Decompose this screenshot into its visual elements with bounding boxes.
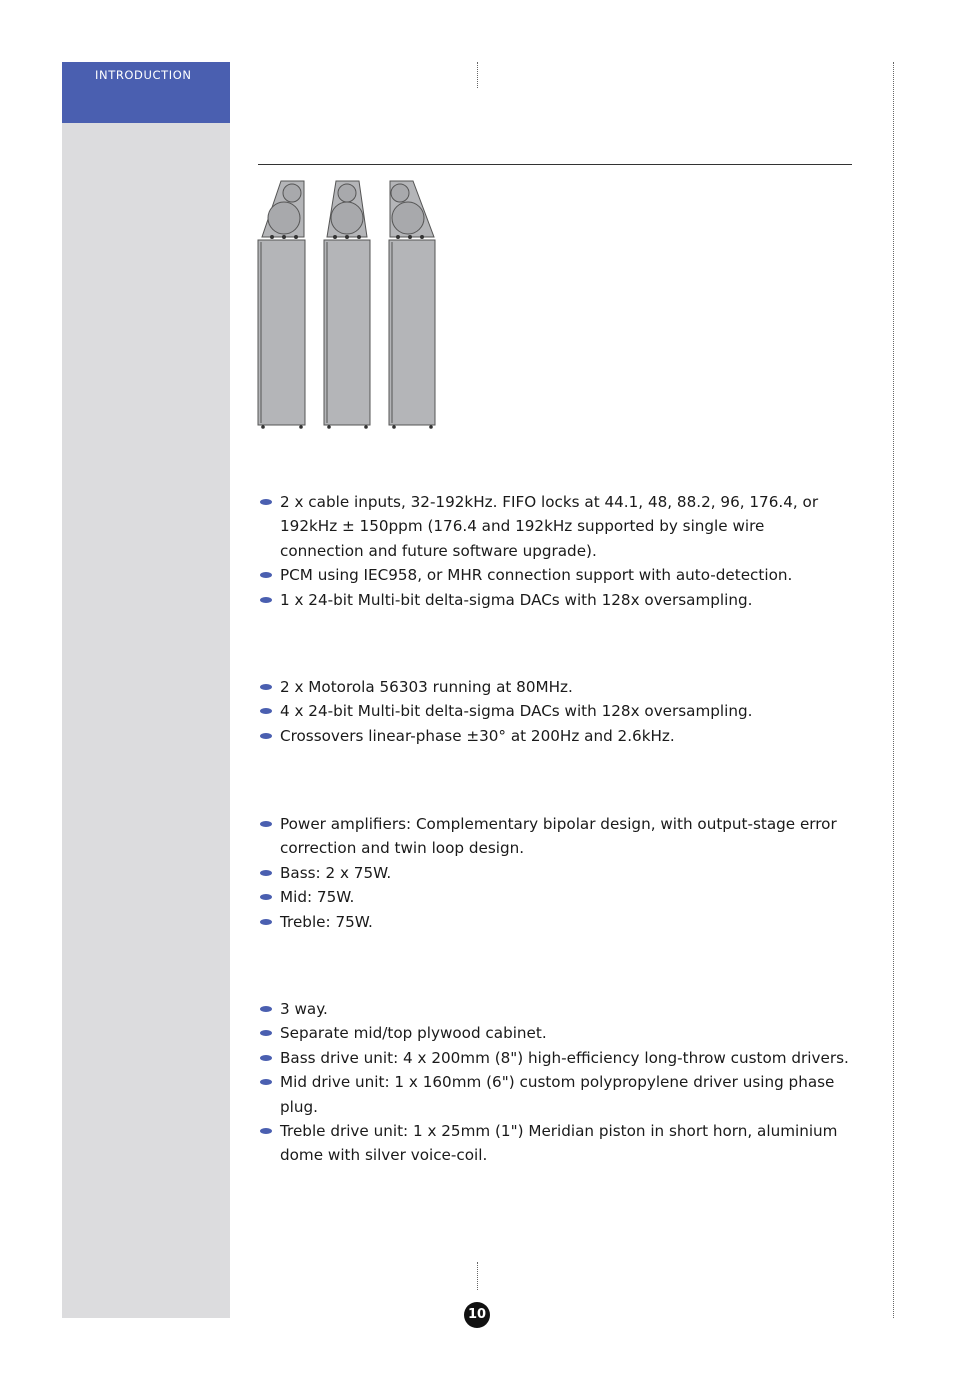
list-item-text: Separate mid/top plywood cabinet. <box>280 1024 547 1043</box>
sidebar-panel <box>62 62 230 1318</box>
bullet-icon <box>260 572 272 578</box>
spec-list-amplifiers <box>260 812 852 934</box>
center-dotted-divider-bottom <box>477 1262 478 1290</box>
bullet-icon <box>260 821 272 827</box>
speaker-center <box>324 181 370 429</box>
list-item <box>260 861 852 885</box>
spec-list-inputs <box>260 490 852 612</box>
list-item <box>260 1046 852 1070</box>
bullet-icon <box>260 708 272 714</box>
list-item-text: Mid drive unit: 1 x 160mm (6") custom polypropylene driver using phase plug. <box>280 1073 835 1116</box>
list-item-text: Bass drive unit: 4 x 200mm (8") high-efficiency long-throw custom drivers. <box>280 1048 849 1067</box>
bullet-icon <box>260 597 272 603</box>
list-item-text: Treble drive unit: 1 x 25mm (1") Meridian piston in short horn, aluminium dome with silver voice-coil. <box>280 1122 838 1165</box>
bullet-icon <box>260 919 272 925</box>
list-item-text: 4 x 24-bit Multi-bit delta-sigma DACs with 128x oversampling. <box>280 702 753 721</box>
bullet-icon <box>260 894 272 900</box>
center-dotted-divider-top <box>477 62 478 88</box>
speaker-left <box>258 181 305 429</box>
bullet-icon <box>260 1030 272 1036</box>
list-item <box>260 1070 852 1119</box>
list-item <box>260 812 852 861</box>
list-item <box>260 724 852 748</box>
list-item <box>260 699 852 723</box>
list-item-text: Power amplifiers: Complementary bipolar design, with output-stage error correction and twin loop design. <box>280 815 837 858</box>
list-item-text: Crossovers linear-phase ±30° at 200Hz and 2.6kHz. <box>280 726 675 745</box>
list-item-text: Mid: 75W. <box>280 888 355 907</box>
bullet-icon <box>260 1006 272 1012</box>
bullet-icon <box>260 733 272 739</box>
speaker-right <box>389 181 435 429</box>
bullet-icon <box>260 1055 272 1061</box>
list-item <box>260 675 852 699</box>
list-item-text: Bass: 2 x 75W. <box>280 863 392 882</box>
spec-list-drivers <box>260 997 852 1168</box>
list-item-text: 2 x Motorola 56303 running at 80MHz. <box>280 678 573 696</box>
list-item <box>260 910 852 934</box>
section-label: INTRODUCTION <box>95 68 192 82</box>
spec-list-processing <box>260 675 852 748</box>
list-item <box>260 885 852 909</box>
bullet-icon <box>260 1128 272 1134</box>
list-item-text: Treble: 75W. <box>280 912 373 931</box>
horizontal-rule <box>258 164 852 165</box>
list-item <box>260 563 852 587</box>
bullet-icon <box>260 1079 272 1085</box>
list-item <box>260 588 852 612</box>
right-dotted-margin <box>893 62 894 1318</box>
bullet-icon <box>260 684 272 690</box>
speaker-illustration <box>257 180 439 430</box>
list-item <box>260 1119 852 1168</box>
section-tab <box>62 62 230 123</box>
list-item-text: 3 way. <box>280 1000 328 1018</box>
list-item <box>260 997 852 1021</box>
list-item <box>260 490 852 563</box>
list-item-text: PCM using IEC958, or MHR connection support with auto-detection. <box>280 566 793 585</box>
page-number-badge: 10 <box>464 1302 490 1328</box>
list-item-text: 2 x cable inputs, 32-192kHz. FIFO locks at 44.1, 48, 88.2, 96, 176.4, or 192kHz ± 150ppm (176.4 and 192kHz supported by single wire connection and future software upgrade). <box>280 493 819 560</box>
list-item-text: 1 x 24-bit Multi-bit delta-sigma DACs with 128x oversampling. <box>280 590 753 609</box>
list-item <box>260 1021 852 1045</box>
bullet-icon <box>260 499 272 505</box>
bullet-icon <box>260 870 272 876</box>
